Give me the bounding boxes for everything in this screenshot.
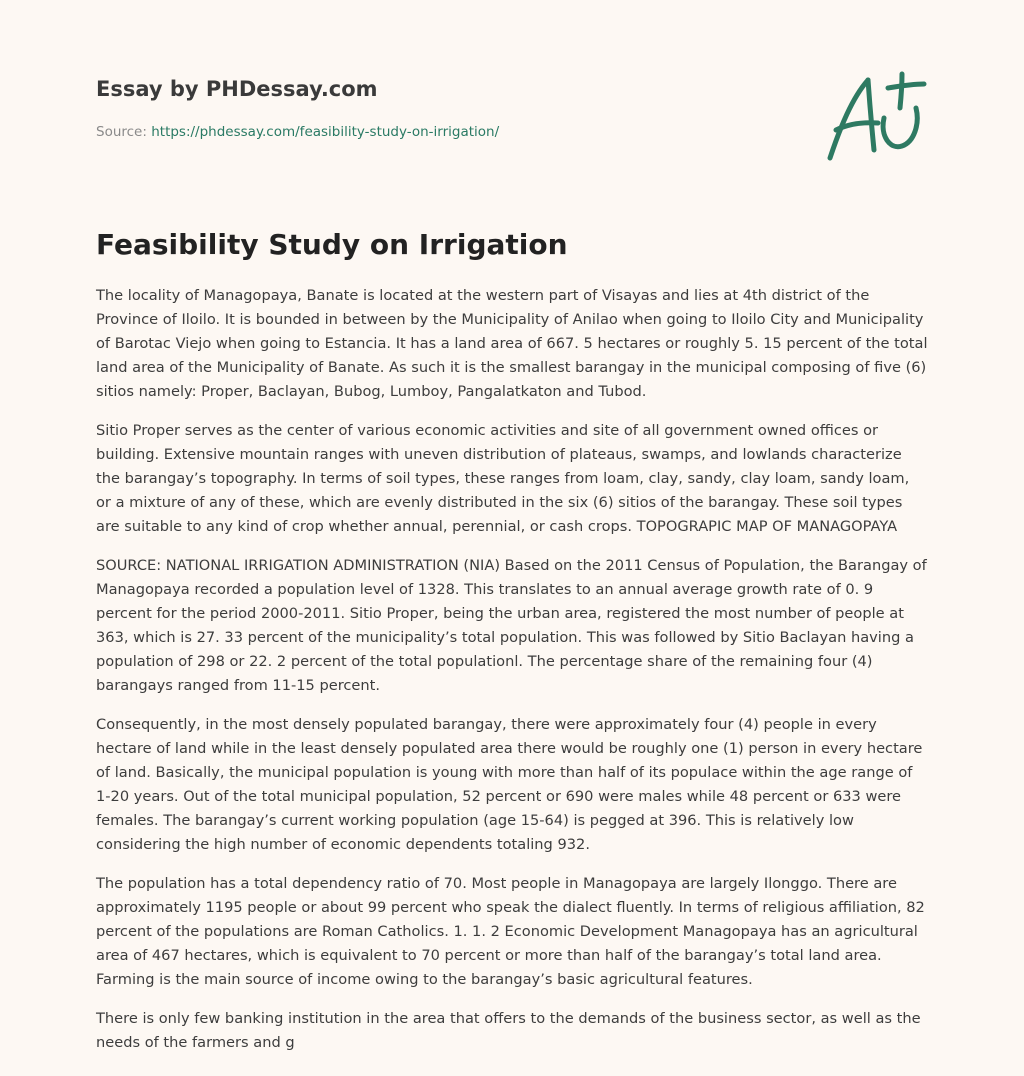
page-header xyxy=(96,74,936,140)
essay-title: Feasibility Study on Irrigation xyxy=(96,228,568,261)
paragraph: SOURCE: NATIONAL IRRIGATION ADMINISTRATION (NIA) Based on the 2011 Census of Population, the Barangay of Managopaya recorded a population level of 1328. This translates to an annual average growth rate of 0. 9 percent for the period 2000-2011. Sitio Proper, being the urban area, registered the most number of people at 363, which is 27. 33 percent of the municipality’s total population. This was followed by Sitio Baclayan having a population of 298 or 22. 2 percent of the total populationl. The percentage share of the remaining four (4) barangays ranged from 11-15 percent. xyxy=(96,557,927,694)
paragraph: There is only few banking institution in the area that offers to the demands of the business sector, as well as the needs of the farmers and g xyxy=(96,1010,921,1051)
essay-body xyxy=(96,284,928,1070)
brand-title: Essay by PHDessay.com xyxy=(96,77,378,101)
a-plus-logo-icon xyxy=(822,68,932,168)
paragraph: Sitio Proper serves as the center of various economic activities and site of all government owned offices or building. Extensive mountain ranges with uneven distribution of plateaus, swamps, and lowlands characterize the barangay’s topography. In terms of soil types, these ranges from loam, clay, sandy, clay loam, sandy loam, or a mixture of any of these, which are evenly distributed in the six (6) sitios of the barangay. These soil types are suitable to any kind of crop whether annual, perennial, or cash crops. TOPOGRAPIC MAP OF MANAGOPAYA xyxy=(96,422,910,535)
source-line xyxy=(96,124,499,140)
paragraph: Consequently, in the most densely populated barangay, there were approximately four (4) people in every hectare of land while in the least densely populated area there would be roughly one (1) person in every hectare of land. Basically, the municipal population is young with more than half of its populace within the age range of 1-20 years. Out of the total municipal population, 52 percent or 690 were males while 48 percent or 633 were females. The barangay’s current working population (age 15-64) is pegged at 396. This is relatively low considering the high number of economic dependents totaling 932. xyxy=(96,716,923,853)
source-link[interactable]: https://phdessay.com/feasibility-study-on-irrigation/ xyxy=(151,124,500,140)
paragraph: The population has a total dependency ratio of 70. Most people in Managopaya are largely Ilonggo. There are approximately 1195 people or about 99 percent who speak the dialect fluently. In terms of religious affiliation, 82 percent of the populations are Roman Catholics. 1. 1. 2 Economic Development Managopaya has an agricultural area of 467 hectares, which is equivalent to 70 percent or more than half of the barangay’s total land area. Farming is the main source of income owing to the barangay’s basic agricultural features. xyxy=(96,875,925,988)
paragraph: The locality of Managopaya, Banate is located at the western part of Visayas and lies at 4th district of the Province of Iloilo. It is bounded in between by the Municipality of Anilao when going to Iloilo City and Municipality of Barotac Viejo when going to Estancia. It has a land area of 667. 5 hectares or roughly 5. 15 percent of the total land area of the Municipality of Banate. As such it is the smallest barangay in the municipal composing of five (6) sitios namely: Proper, Baclayan, Bubog, Lumboy, Pangalatkaton and Tubod. xyxy=(96,287,928,400)
source-label: Source: xyxy=(96,124,152,140)
